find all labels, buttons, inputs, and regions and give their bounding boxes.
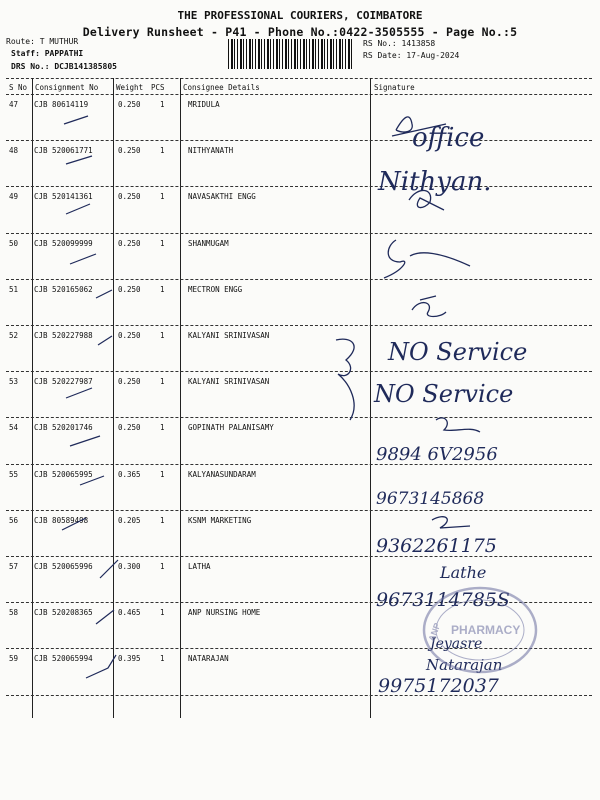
row-consignment: CJB 520165062 [34, 284, 93, 294]
row-consignee: KSNM MARKETING [188, 515, 252, 525]
hw-name-59: Natarajan [426, 656, 503, 674]
row-weight: 0.250 [118, 377, 141, 387]
row-sno: 49 [9, 192, 19, 202]
row-divider [6, 371, 592, 372]
hw-name-57: Lathe [440, 563, 487, 582]
row-pcs: 1 [160, 238, 165, 248]
row-weight: 0.250 [118, 192, 141, 202]
row-pcs: 1 [160, 608, 165, 618]
row-divider [6, 648, 592, 649]
row-consignee: NATARAJAN [188, 654, 229, 664]
row-consignee: ANP NURSING HOME [188, 608, 261, 618]
row-consignee: GOPINATH PALANISAMY [188, 423, 274, 433]
row-divider [6, 556, 592, 557]
hw-phone-57: 9673114785S [376, 589, 510, 611]
drs-number: DRS No.: DCJB141385805 [11, 62, 117, 71]
row-consignment: CJB 520065995 [34, 469, 93, 479]
table-row [0, 470, 600, 516]
hw-phone-55: 9673145868 [376, 489, 485, 509]
row-consignment: CJB 520065994 [34, 654, 93, 664]
hw-phone-59: 9975172037 [378, 675, 499, 697]
table-row [0, 192, 600, 238]
row-consignee: SHANMUGAM [188, 238, 229, 248]
stamp-ring-text: ANP [426, 621, 443, 643]
row-weight: 0.465 [118, 608, 141, 618]
col-header-sno: S No [9, 83, 28, 92]
row-consignee: MRIDULA [188, 100, 220, 109]
row-consignment: CJB 520099999 [34, 238, 93, 248]
row-consignee: MECTRON ENGG [188, 284, 243, 294]
row-sno: 53 [9, 377, 19, 387]
table-row [0, 100, 600, 146]
row-consignment: CJB 520201746 [34, 423, 93, 433]
row-sno: 50 [9, 238, 19, 248]
row-pcs: 1 [160, 654, 165, 664]
row-consignment: CJB 80614119 [34, 100, 89, 109]
row-weight: 0.250 [118, 146, 141, 156]
company-title: THE PROFESSIONAL COURIERS, COIMBATORE [177, 9, 423, 22]
row-consignment: CJB 520065996 [34, 562, 93, 571]
row-consignment: CJB 520227988 [34, 331, 93, 340]
row-consignee: KALYANI SRINIVASAN [188, 377, 270, 387]
row-divider [6, 186, 592, 187]
row-divider [6, 464, 592, 465]
hw-phone-56: 9362261175 [376, 535, 497, 557]
table-row [0, 608, 600, 654]
rs-number: RS No.: 1413858 [363, 39, 436, 48]
row-divider [6, 602, 592, 603]
col-header-pcs: PCS [151, 83, 165, 92]
table-row [0, 562, 600, 608]
row-weight: 0.250 [118, 423, 141, 433]
row-pcs: 1 [160, 284, 165, 294]
table-row [0, 331, 600, 377]
col-header-weight: Weight [116, 83, 144, 92]
row-sno: 51 [9, 284, 19, 294]
hw-nithyanath: Nithyan. [378, 167, 492, 197]
row-divider [6, 695, 592, 696]
row-weight: 0.250 [118, 100, 141, 109]
header-bottom-rule [6, 94, 592, 95]
row-sno: 48 [9, 146, 19, 156]
route-label: Route: T MUTHUR [6, 37, 79, 46]
row-sno: 56 [9, 515, 19, 525]
hw-phone-54: 9894 6V2956 [376, 444, 498, 465]
row-divider [6, 140, 592, 141]
row-divider [6, 233, 592, 234]
row-weight: 0.300 [118, 562, 141, 571]
row-consignee: NITHYANATH [188, 146, 234, 156]
col-header-consignee: Consignee Details [183, 83, 260, 92]
row-consignment: CJB 520227987 [34, 377, 93, 387]
row-consignee: KALYANASUNDARAM [188, 469, 256, 479]
row-sno: 57 [9, 562, 19, 571]
rs-date: RS Date: 17-Aug-2024 [363, 51, 460, 60]
row-pcs: 1 [160, 423, 165, 433]
row-pcs: 1 [160, 515, 165, 525]
row-divider [6, 325, 592, 326]
row-weight: 0.250 [118, 238, 141, 248]
table-row [0, 423, 600, 469]
row-pcs: 1 [160, 192, 165, 202]
hw-no-service-1: NO Service [388, 338, 528, 366]
header-top-rule [6, 78, 592, 79]
row-pcs: 1 [160, 562, 165, 571]
row-pcs: 1 [160, 146, 165, 156]
row-consignment: CJB 520208365 [34, 608, 93, 618]
row-sno: 52 [9, 331, 19, 340]
table-row [0, 516, 600, 562]
row-sno: 58 [9, 608, 19, 618]
col-header-signature: Signature [374, 83, 415, 92]
runsheet-subtitle: Delivery Runsheet - P41 - Phone No.:0422-3505555 - Page No.:5 [82, 25, 518, 39]
row-sno: 54 [9, 423, 19, 433]
row-consignment: CJB 520141361 [34, 192, 93, 202]
barcode [228, 39, 354, 69]
table-row [0, 377, 600, 423]
table-row [0, 146, 600, 192]
table-row [0, 239, 600, 285]
row-pcs: 1 [160, 331, 165, 340]
row-consignment: CJB 520061771 [34, 146, 93, 156]
stamp-text: PHARMACY [451, 623, 521, 637]
row-weight: 0.205 [118, 515, 141, 525]
row-consignment: CJB 80589498 [34, 515, 89, 525]
row-weight: 0.365 [118, 469, 141, 479]
row-weight: 0.395 [118, 654, 141, 664]
hw-office: office [412, 123, 485, 153]
row-divider [6, 279, 592, 280]
row-divider [6, 417, 592, 418]
table-row [0, 285, 600, 331]
hw-name-58: Jeyasre [430, 636, 483, 652]
row-weight: 0.250 [118, 284, 141, 294]
row-pcs: 1 [160, 469, 165, 479]
row-sno: 47 [9, 100, 19, 109]
col-header-consignment: Consignment No [35, 83, 99, 92]
hw-no-service-2: NO Service [374, 380, 514, 408]
row-consignee: KALYANI SRINIVASAN [188, 331, 270, 340]
row-consignee: LATHA [188, 562, 211, 571]
staff-label: Staff: PAPPATHI [11, 49, 84, 58]
row-pcs: 1 [160, 100, 165, 109]
row-divider [6, 510, 592, 511]
row-pcs: 1 [160, 377, 165, 387]
row-sno: 59 [9, 654, 19, 664]
row-sno: 55 [9, 469, 19, 479]
table-row [0, 654, 600, 700]
row-weight: 0.250 [118, 331, 141, 340]
row-consignee: NAVASAKTHI ENGG [188, 192, 256, 202]
